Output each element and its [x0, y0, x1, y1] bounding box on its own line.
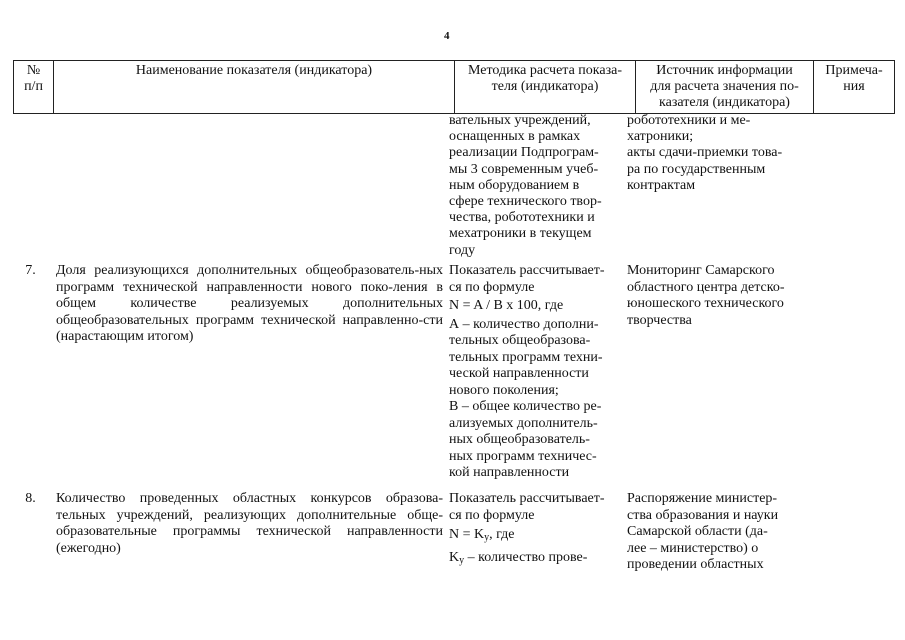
- header-note: Примеча- ния: [814, 61, 895, 114]
- row-8-name: Количество проведенных областных конкурсов образова-тельных учреждений, реализующих дополнительные обще-образовательные программы технической направленности (ежегодно): [56, 491, 443, 556]
- row-7-source: Мониторинг Самарского областного центра детско- юношеского технического творчества: [627, 263, 785, 328]
- row-8-number: 8.: [25, 491, 36, 506]
- table-header: [13, 60, 895, 114]
- row-8-source: Распоряжение министер- ства образования и науки Самарской области (да- лее – министерство) о проведении областных: [627, 491, 779, 572]
- row-7-method: Показатель рассчитывает- ся по формуле N = A / B x 100, где А – количество дополни- тельных общеобразова- тельных программ техни- ческой направленности нового поколения; В – общее количество ре- ализуемых дополнитель- ных общеобразователь- ных программ техничес- кой направленности: [449, 263, 605, 480]
- header-source: Источник информации для расчета значения по- казателя (индикатора): [636, 61, 814, 114]
- header-name: Наименование показателя (индикатора): [54, 61, 455, 114]
- formula: $N = K_у$, где: [449, 527, 515, 543]
- row-8-method: Показатель рассчитывает- ся по формуле $N = K_у$, где $K_у$ – количество прове-: [449, 491, 627, 569]
- header-no: № п/п: [14, 61, 54, 114]
- continuation-method: вательных учреждений, оснащенных в рамках реализации Подпрограм- мы 3 современным учеб- ным оборудованием в сфере технического твор- чества, робототехники и мехатроники в текущем году: [449, 113, 602, 258]
- row-7-name: Доля реализующихся дополнительных общеобразователь-ных программ технической направленности нового поко-ления в общем количестве реализуемых дополнительных общеобразовательных программ технической направленно-сти (нарастающим итогом): [56, 263, 443, 344]
- definition-k: $K_у$ – количество прове-: [449, 549, 588, 566]
- continuation-source: робототехники и ме- хатроники; акты сдачи-приемки това- ра по государственным контрактам: [627, 113, 783, 193]
- row-7-number: 7.: [25, 263, 36, 278]
- header-method: Методика расчета показа- теля (индикатора): [455, 61, 636, 114]
